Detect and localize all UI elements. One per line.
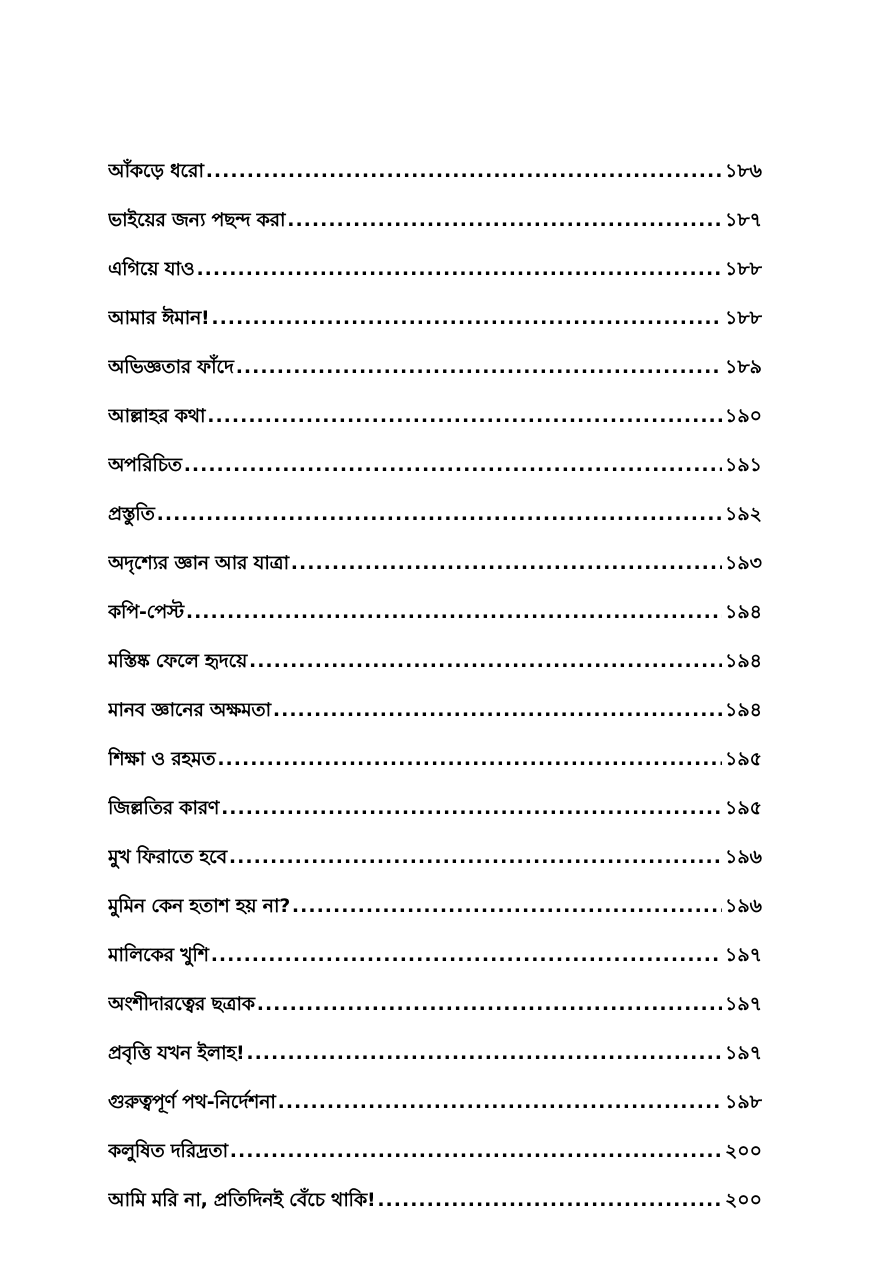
toc-entry-page: ১৯৪	[725, 650, 762, 672]
dot-leader	[186, 597, 722, 627]
dot-leader	[273, 695, 722, 725]
toc-entry-page: ১৮৮	[725, 258, 762, 280]
toc-entry-page: ১৯৬	[724, 895, 762, 917]
toc-entry-page: ১৮৮	[725, 307, 762, 329]
toc-entry-title: আমার ঈমান!	[108, 307, 210, 329]
toc-entry	[108, 940, 762, 989]
toc-entry-title: ভাইয়ের জন্য পছন্দ করা	[108, 209, 286, 231]
toc-entry-title: এগিয়ে যাও	[108, 258, 195, 280]
toc-entry-page: ১৯৭	[724, 993, 762, 1015]
toc-entry-title: কপি-পেস্ট	[108, 601, 184, 623]
toc-entry-title: অংশীদারত্বের ছত্রাক	[108, 993, 255, 1015]
dot-leader	[184, 450, 722, 480]
dot-leader	[249, 646, 722, 676]
dot-leader	[217, 744, 722, 774]
dot-leader	[230, 1136, 722, 1166]
toc-entry	[108, 303, 762, 352]
toc-entry	[108, 646, 762, 695]
toc-entry-title: প্রস্তুতি	[108, 503, 155, 525]
dot-leader	[291, 548, 722, 578]
toc-entry-title: আল্লাহর কথা	[108, 405, 206, 427]
toc-entry-title: মুখ ফিরাতে হবে	[108, 846, 227, 868]
dot-leader	[229, 842, 722, 872]
toc-entry	[108, 793, 762, 842]
toc-entry-title: অভিজ্ঞতার ফাঁদে	[108, 356, 234, 378]
dot-leader	[211, 303, 722, 333]
toc-entry-page: ২০০	[724, 1189, 762, 1211]
table-of-contents	[108, 156, 762, 1234]
dot-leader	[196, 254, 722, 284]
toc-entry	[108, 548, 762, 597]
toc-entry	[108, 1136, 762, 1185]
toc-entry	[108, 597, 762, 646]
dot-leader	[377, 1185, 722, 1215]
toc-entry-page: ১৯৫	[725, 748, 762, 770]
toc-entry-title: অদৃশ্যের জ্ঞান আর যাত্রা	[108, 552, 289, 574]
toc-entry-page: ১৯০	[724, 405, 762, 427]
toc-entry	[108, 205, 762, 254]
toc-entry-title: মস্তিষ্ক ফেলে হৃদয়ে	[108, 650, 247, 672]
toc-entry-title: শিক্ষা ও রহমত	[108, 748, 216, 770]
toc-entry-page: ১৮৬	[724, 160, 762, 182]
dot-leader	[246, 1038, 722, 1068]
dot-leader	[157, 499, 722, 529]
toc-entry	[108, 695, 762, 744]
toc-entry	[108, 1087, 762, 1136]
toc-entry-page: ১৯৬	[724, 846, 762, 868]
toc-entry-page: ১৯৭	[724, 944, 762, 966]
dot-leader	[207, 401, 722, 431]
toc-entry	[108, 1185, 762, 1234]
toc-entry	[108, 1038, 762, 1087]
toc-entry-title: কলুষিত দরিদ্রতা	[108, 1140, 228, 1162]
toc-entry	[108, 499, 762, 548]
toc-entry	[108, 842, 762, 891]
toc-entry-title: গুরুত্বপূর্ণ পথ-নির্দেশনা	[108, 1091, 276, 1113]
toc-entry-page: ২০০	[724, 1140, 762, 1162]
dot-leader	[278, 1087, 722, 1117]
toc-entry-page: ১৮৯	[725, 356, 762, 378]
toc-entry-title: অপরিচিত	[108, 454, 182, 476]
toc-entry-title: আঁকড়ে ধরো	[108, 160, 204, 182]
toc-entry	[108, 989, 762, 1038]
dot-leader	[206, 156, 722, 186]
toc-entry	[108, 450, 762, 499]
toc-entry-title: মালিকের খুশি	[108, 944, 209, 966]
toc-entry-title: মুমিন কেন হতাশ হয় না?	[108, 895, 290, 917]
toc-entry-page: ১৯১	[725, 454, 762, 476]
toc-entry-title: মানব জ্ঞানের অক্ষমতা	[108, 699, 271, 721]
dot-leader	[211, 940, 722, 970]
toc-entry	[108, 254, 762, 303]
toc-entry-title: প্রবৃত্তি যখন ইলাহ!	[108, 1042, 245, 1064]
dot-leader	[257, 989, 722, 1019]
toc-entry-page: ১৯৪	[725, 699, 762, 721]
dot-leader	[292, 891, 722, 921]
toc-entry-title: আমি মরি না, প্রতিদিনই বেঁচে থাকি!	[108, 1189, 376, 1211]
dot-leader	[221, 793, 722, 823]
toc-entry-page: ১৯৪	[725, 601, 762, 623]
dot-leader	[287, 205, 722, 235]
toc-entry-page: ১৯৭	[724, 1042, 762, 1064]
toc-entry-title: জিল্লতির কারণ	[108, 797, 220, 819]
toc-entry	[108, 156, 762, 205]
toc-entry	[108, 401, 762, 450]
toc-entry	[108, 352, 762, 401]
toc-entry	[108, 744, 762, 793]
dot-leader	[236, 352, 722, 382]
toc-entry-page: ১৯২	[724, 503, 762, 525]
toc-entry-page: ১৯৩	[724, 552, 762, 574]
toc-entry-page: ১৯৮	[725, 1091, 762, 1113]
toc-entry-page: ১৮৭	[724, 209, 762, 231]
toc-entry-page: ১৯৫	[725, 797, 762, 819]
toc-entry	[108, 891, 762, 940]
